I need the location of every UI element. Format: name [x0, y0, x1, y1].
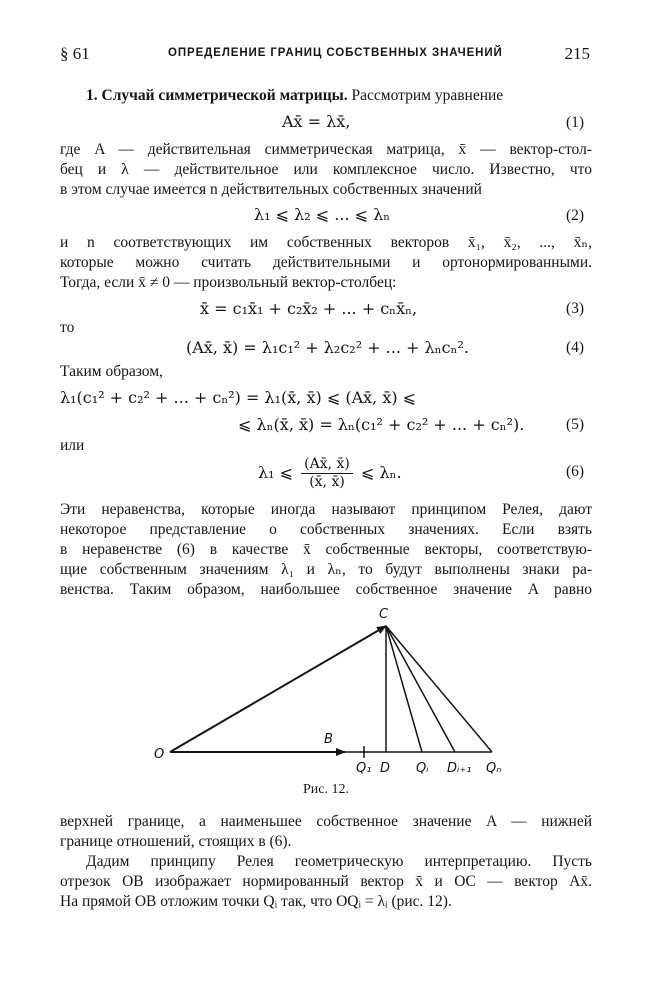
paragraph-5-line-1: верхней границе, а наименьшее собственное значение A — нижней — [60, 813, 592, 830]
paragraph-5-line-2: границе отношений, стоящих в (6). — [60, 833, 292, 850]
label-qn: Qₙ — [486, 761, 502, 776]
paragraph-3-line-3: Тогда, если x̄ ≠ 0 — произвольный вектор-столбец: — [60, 274, 397, 291]
equation-6-number: (6) — [566, 463, 585, 480]
segment-cdi1 — [386, 626, 455, 752]
paragraph-4-line-4: щие собственным значениям λ₁ и λₙ, то будут выполнены знаки ра- — [60, 561, 592, 578]
paragraph-3-line-2: которые можно считать действительными и ортонормированными. — [60, 254, 592, 271]
geometric-figure — [150, 596, 510, 780]
label-b: B — [324, 732, 333, 747]
equation-3-number: (3) — [566, 300, 585, 317]
paragraph-2-line-3: в этом случае имеется n действительных собственных значений — [60, 181, 482, 198]
figure-caption: Рис. 12. — [303, 782, 349, 797]
paragraph-6-line-3: На прямой OB отложим точки Qᵢ так, что OQᵢ = λᵢ (рис. 12). — [60, 893, 452, 910]
equation-4: (Ax̄, x̄) = λ₁c₁² + λ₂c₂² + ... + λₙcₙ². — [186, 338, 469, 357]
label-c: C — [379, 607, 389, 622]
page-number: 215 — [564, 44, 590, 63]
label-qi: Qᵢ — [416, 761, 429, 776]
takim-obrazom: Таким образом, — [60, 363, 163, 380]
segment-cqi — [386, 626, 422, 752]
equation-6-right: ⩽ λₙ. — [360, 463, 402, 482]
paragraph-3-line-1: и n соответствующих им собственных векторов x̄₁, x̄₂, ..., x̄ₙ, — [60, 234, 592, 251]
paragraph-2-line-1: где A — действительная симметрическая матрица, x̄ — вектор-стол- — [60, 141, 592, 158]
label-d: D — [380, 761, 391, 776]
equation-5-number: (5) — [566, 416, 585, 433]
segment-cqn — [386, 626, 492, 752]
equation-5-line-1: λ₁(c₁² + c₂² + ... + cₙ²) = λ₁(x̄, x̄) ⩽ (Ax̄, x̄) ⩽ — [60, 388, 417, 407]
vector-oc — [170, 626, 386, 752]
paragraph-6-line-2: отрезок OB изображает нормированный вектор x̄ и OC — вектор Ax̄. — [60, 873, 592, 890]
paragraph-6-line-1: Дадим принципу Релея геометрическую интерпретацию. Пусть — [86, 853, 592, 870]
equation-1: Ax̄ = λx̄, — [282, 112, 351, 131]
running-header — [60, 44, 590, 68]
paragraph-1-line-1 — [86, 86, 503, 106]
paragraph-1-text: Рассмотрим уравнение — [351, 87, 504, 104]
equation-2: λ₁ ⩽ λ₂ ⩽ ... ⩽ λₙ — [254, 205, 391, 224]
equation-6-denominator: (x̄, x̄) — [309, 474, 345, 490]
label-q1: Q₁ — [356, 761, 372, 776]
equation-3: x̄ = c₁x̄₁ + c₂x̄₂ + ... + cₙx̄ₙ, — [200, 299, 418, 318]
header-title: ОПРЕДЕЛЕНИЕ ГРАНИЦ СОБСТВЕННЫХ ЗНАЧЕНИЙ — [168, 47, 503, 59]
paragraph-4-line-3: в неравенстве (6) в качестве x̄ собственные векторы, соответствую- — [60, 541, 592, 558]
equation-6-fraction — [301, 456, 353, 491]
equation-6-numerator: (Ax̄, x̄) — [301, 456, 353, 474]
word-ili: или — [60, 437, 85, 454]
equation-6-left: λ₁ ⩽ — [258, 463, 294, 482]
paragraph-2-line-2: бец и λ — действительное или комплексное число. Известно, что — [60, 161, 592, 178]
section-number: § 61 — [60, 44, 90, 63]
equation-5-line-2: ⩽ λₙ(x̄, x̄) = λₙ(c₁² + c₂² + ... + cₙ²). — [238, 415, 525, 434]
paragraph-4-line-2: некоторое представление о собственных значениях. Если взять — [60, 521, 592, 538]
section-heading: 1. Случай симметрической матрицы. — [86, 87, 348, 104]
equation-2-number: (2) — [566, 207, 585, 224]
equation-4-number: (4) — [566, 339, 585, 356]
paragraph-4-line-1: Эти неравенства, которые иногда называют принципом Релея, дают — [60, 501, 592, 518]
equation-1-number: (1) — [566, 114, 585, 131]
label-o: O — [154, 747, 165, 762]
paragraph-4-line-5: венства. Таким образом, наибольшее собственное значение A равно — [60, 581, 592, 598]
label-di1: Dᵢ₊₁ — [447, 761, 472, 776]
equation-6 — [258, 456, 402, 491]
word-to: то — [60, 319, 75, 336]
